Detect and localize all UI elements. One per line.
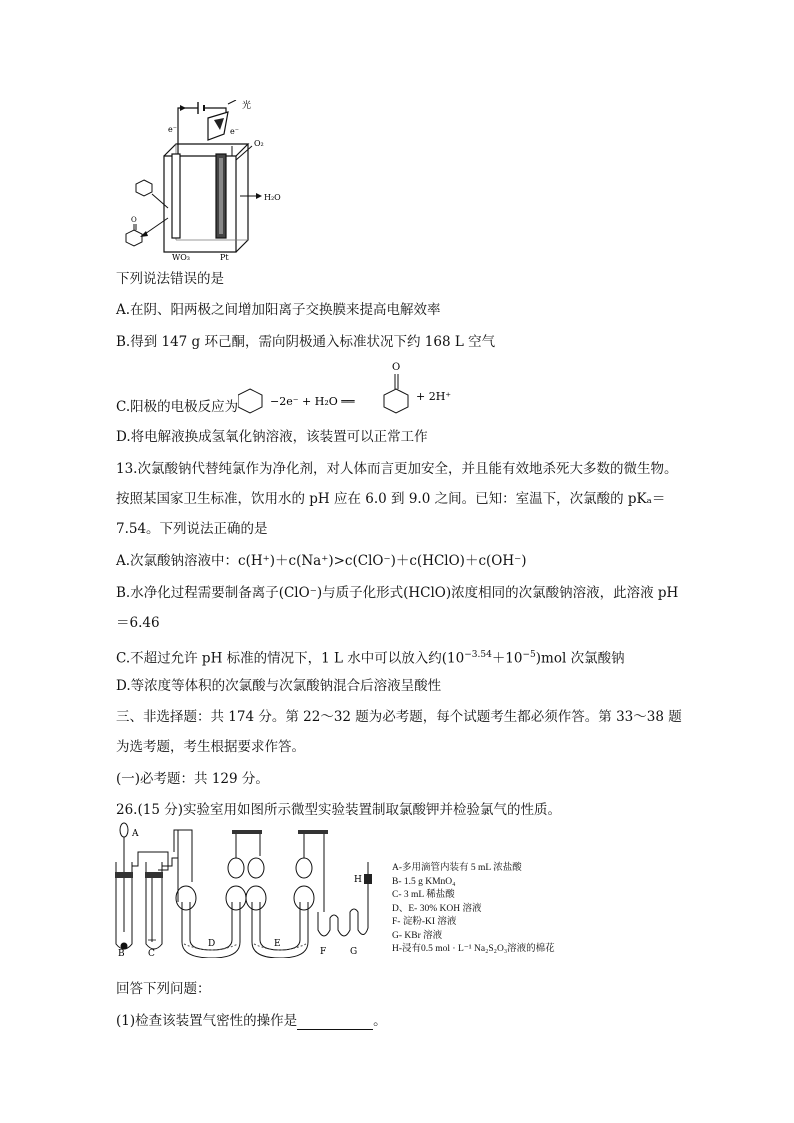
q12-option-d: D.将电解液换成氢氧化钠溶液，该装置可以正常工作	[116, 429, 428, 445]
section3-line3: (一)必考题：共 129 分。	[116, 771, 269, 787]
q13-option-b-line1: B.水净化过程需要制备离子(ClO⁻)与质子化形式(HClO)浓度相同的次氯酸钠溶液，此溶液 pH	[116, 585, 679, 601]
ketone-o-label: O	[392, 362, 401, 373]
label-f: F	[320, 947, 327, 957]
legend-item: B- 1.5 g KMnO₄	[392, 876, 456, 887]
q26-answer-intro: 回答下列问题：	[116, 981, 211, 997]
label-e: E	[274, 939, 281, 949]
wo3-label: WO₃	[172, 253, 190, 262]
q12-option-b: B.得到 147 g 环己酮，需向阴极通入标准状况下约 168 L 空气	[116, 334, 496, 350]
q12-option-c	[116, 398, 238, 416]
q13-option-d: D.等浓度等体积的次氯酸与次氯酸钠混合后溶液呈酸性	[116, 678, 442, 694]
q13-option-c	[116, 646, 625, 668]
label-h: H	[354, 875, 362, 885]
legend-item: A-多用滴管内装有 5 mL 浓盐酸	[392, 863, 522, 873]
q13-c-post: )mol 次氯酸钠	[535, 650, 625, 667]
legend-item: H-浸有0.5 mol · L⁻¹ Na₂S₂O₃溶液的棉花	[392, 944, 555, 954]
equation-middle: −2e⁻ + H₂O ══	[270, 395, 355, 408]
h2o-label: H₂O	[264, 193, 281, 202]
legend-item: G- KBr 溶液	[392, 930, 443, 941]
label-b: B	[118, 949, 125, 958]
q12-stem: 下列说法错误的是	[116, 271, 224, 287]
q13-c-pre: C.不超过允许 pH 标准的情况下，1 L 水中可以放入约(10	[116, 650, 465, 667]
q13-c-mid: ＋10	[491, 650, 523, 667]
q26-subquestion-1	[116, 1012, 387, 1030]
micro-apparatus-figure	[112, 822, 382, 958]
light-label: 光	[242, 101, 252, 111]
q13-stem-line2: 按照某国家卫生标准，饮用水的 pH 应在 6.0 到 9.0 之间。已知：室温下，次氯酸的 pKₐ＝	[116, 491, 666, 507]
section3-line2: 为选考题，考生根据要求作答。	[116, 739, 305, 755]
q26-stem: 26.(15 分)实验室用如图所示微型实验装置制取氯酸钾并检验氯气的性质。	[116, 802, 561, 818]
legend-item: C- 3 mL 稀盐酸	[392, 890, 455, 900]
q26-q1-text: (1)检查该装置气密性的操作是	[116, 1013, 298, 1029]
electrolysis-cell-figure	[120, 100, 320, 262]
q13-option-b-line2: ＝6.46	[116, 615, 160, 631]
pt-label: Pt	[220, 253, 229, 262]
q13-c-sup2: −5	[522, 650, 536, 660]
anode-reaction-equation	[238, 358, 478, 414]
answer-blank[interactable]	[297, 1015, 373, 1030]
q13-stem-line3: 7.54。下列说法正确的是	[116, 521, 268, 537]
q12-option-c-prefix: C.阳极的电极反应为	[116, 399, 239, 415]
electron-label-right: e⁻	[230, 127, 239, 136]
equation-end: + 2H⁺	[416, 390, 452, 403]
label-g: G	[350, 947, 358, 957]
label-c: C	[148, 949, 155, 958]
o2-label: O₂	[254, 139, 264, 148]
section3-line1: 三、非选择题：共 174 分。第 22～32 题为必考题，每个试题考生都必须作答。第 33～38 题	[116, 709, 682, 725]
ketone-o-label-fig: O	[131, 216, 137, 224]
label-a: A	[132, 829, 139, 839]
label-d: D	[208, 939, 216, 949]
q13-option-a: A.次氯酸钠溶液中：c(H⁺)＋c(Na⁺)>c(ClO⁻)＋c(HClO)＋c(OH⁻)	[116, 553, 527, 569]
q13-stem-line1: 13.次氯酸钠代替纯氯作为净化剂，对人体而言更加安全，并且能有效地杀死大多数的微生物。	[116, 461, 678, 477]
apparatus-legend	[392, 862, 555, 957]
legend-item: F- 淀粉-KI 溶液	[392, 917, 457, 927]
legend-item: D、E- 30% KOH 溶液	[392, 903, 482, 914]
q12-option-a: A.在阴、阳两极之间增加阳离子交换膜来提高电解效率	[116, 302, 441, 318]
electron-label-left: e⁻	[168, 125, 177, 134]
q13-c-sup1: −3.54	[464, 650, 492, 660]
q26-q1-end: 。	[373, 1013, 387, 1029]
